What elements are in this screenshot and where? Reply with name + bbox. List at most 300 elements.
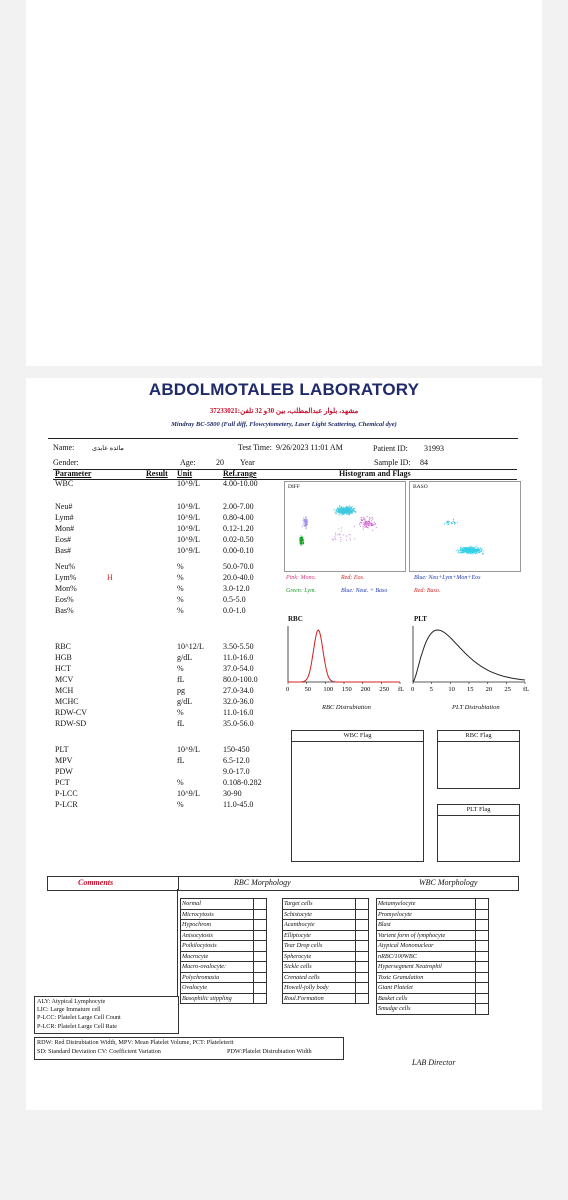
monocyte-dot — [367, 516, 368, 517]
ref-range: 80.0-100.0 — [223, 675, 258, 684]
monocyte-dot — [372, 525, 373, 526]
param-name: PCT — [55, 778, 70, 787]
neutrophil-dot — [350, 511, 351, 512]
baso-dot — [453, 519, 454, 520]
neutrophil-dot — [341, 514, 342, 515]
baso-dot — [478, 549, 479, 550]
morph-checkbox[interactable] — [254, 941, 267, 952]
plt-dist-caption: PLT Distrubiation — [452, 704, 500, 711]
neutrophil-dot — [352, 510, 353, 511]
baso-dot — [458, 551, 459, 552]
baso-dot — [479, 551, 480, 552]
lymphocyte-dot — [301, 539, 302, 540]
wbc-flag-title: WBC Flag — [292, 731, 423, 742]
baso-dot — [452, 523, 453, 524]
param-name: RDW-SD — [55, 719, 87, 728]
col-result: Result — [146, 469, 168, 478]
monocyte-dot — [373, 524, 374, 525]
neutrophil-dot — [350, 509, 351, 510]
monocyte-dot — [364, 525, 365, 526]
lymphocyte-dot — [301, 541, 302, 542]
morph-checkbox[interactable] — [254, 951, 267, 962]
hist-tick-label: 25 — [504, 686, 511, 693]
neutrophil-dot — [355, 512, 356, 513]
monocyte-dot — [365, 521, 366, 522]
baso-dot — [444, 524, 445, 525]
baso-dot — [482, 553, 483, 554]
unit-cell: 10^9/L — [177, 546, 200, 555]
neutrophil-dot — [338, 510, 339, 511]
neutrophil-dot — [341, 506, 342, 507]
morph-checkbox[interactable] — [476, 983, 489, 994]
morph-label: Target cells — [283, 899, 356, 910]
morph-row — [283, 920, 369, 931]
param-name: MCH — [55, 686, 74, 695]
neutrophil-dot — [345, 507, 346, 508]
baso-dot — [462, 550, 463, 551]
monocyte-dot — [361, 517, 362, 518]
col-ref-range: Ref.range — [223, 469, 257, 478]
scatter-dot — [332, 539, 333, 540]
ref-range: 0.12-1.20 — [223, 524, 254, 533]
baso-dot — [475, 552, 476, 553]
abbreviation-line: P-LCR: Platelet Large Cell Rate — [37, 1022, 117, 1030]
monocyte-dot — [364, 524, 365, 525]
morph-checkbox[interactable] — [476, 951, 489, 962]
neutrophil-dot — [352, 512, 353, 513]
morph-row — [283, 962, 369, 973]
scatter-dot — [340, 537, 341, 538]
neutrophil-dot — [344, 508, 345, 509]
baso-scatter-plot — [409, 481, 521, 572]
morph-checkbox[interactable] — [476, 930, 489, 941]
morph-row — [283, 899, 369, 910]
scatter-dot — [346, 536, 347, 537]
lymphocyte-dot — [305, 517, 306, 518]
baso-dot — [483, 554, 484, 555]
neutrophil-dot — [339, 514, 340, 515]
param-name: Eos% — [55, 595, 74, 604]
baso-dot — [481, 549, 482, 550]
param-name: P-LCR — [55, 800, 78, 809]
neutrophil-dot — [341, 510, 342, 511]
hist-tick-label: fL — [398, 686, 405, 693]
lymphocyte-dot — [306, 520, 307, 521]
monocyte-dot — [361, 522, 362, 523]
lab-report-page — [26, 378, 542, 1110]
baso-dot — [475, 550, 476, 551]
unit-cell: 10^9/L — [177, 479, 200, 488]
table-header-top-rule — [53, 469, 517, 470]
morph-label: Atypical Mononuclear — [377, 941, 476, 952]
lymphocyte-dot — [301, 536, 302, 537]
neutrophil-dot — [349, 506, 350, 507]
abbreviation-line: P-LCC: Platelet Large Cell Count — [37, 1014, 121, 1022]
baso-dot — [448, 524, 449, 525]
neutrophil-dot — [342, 509, 343, 510]
ref-range: 35.0-56.0 — [223, 719, 254, 728]
morph-row — [377, 1004, 489, 1015]
ref-range: 30-90 — [223, 789, 242, 798]
monocyte-dot — [364, 527, 365, 528]
param-name: HCT — [55, 664, 71, 673]
neutrophil-dot — [337, 508, 338, 509]
neutrophil-dot — [340, 508, 341, 509]
neutrophil-dot — [341, 509, 342, 510]
monocyte-dot — [369, 522, 370, 523]
neutrophil-dot — [343, 509, 344, 510]
unit-cell: % — [177, 584, 184, 593]
lymphocyte-dot — [302, 526, 303, 527]
ref-range: 0.5-5.0 — [223, 595, 246, 604]
morph-label: Ovalocyte — [181, 983, 254, 994]
baso-dot — [466, 549, 467, 550]
monocyte-dot — [375, 524, 376, 525]
patient-id-label: Patient ID: — [373, 444, 408, 453]
abbr-line-2: SD: Standard Deviation CV: Coefficient Variation — [37, 1048, 161, 1055]
morph-checkbox[interactable] — [476, 993, 489, 1004]
morph-checkbox[interactable] — [476, 972, 489, 983]
morph-checkbox[interactable] — [254, 972, 267, 983]
monocyte-dot — [359, 524, 360, 525]
morph-checkbox[interactable] — [254, 983, 267, 994]
morph-checkbox[interactable] — [356, 941, 369, 952]
neutrophil-dot — [354, 508, 355, 509]
morph-label: Hypersegment Neutrophil — [377, 962, 476, 973]
morph-checkbox[interactable] — [356, 962, 369, 973]
baso-dot — [473, 552, 474, 553]
morph-row — [377, 909, 489, 920]
baso-dot — [458, 552, 459, 553]
morph-checkbox[interactable] — [254, 920, 267, 931]
neutrophil-dot — [351, 510, 352, 511]
morphology-header — [47, 876, 519, 891]
baso-dot — [476, 553, 477, 554]
abbreviation-footer — [34, 1037, 344, 1060]
baso-dot — [469, 547, 470, 548]
morph-label: Normal — [181, 899, 254, 910]
baso-dot — [471, 547, 472, 548]
morph-checkbox[interactable] — [476, 941, 489, 952]
baso-dot — [478, 547, 479, 548]
baso-dot — [454, 522, 455, 523]
unit-cell: % — [177, 573, 184, 582]
morph-checkbox[interactable] — [476, 1004, 489, 1015]
baso-dot — [461, 546, 462, 547]
monocyte-dot — [359, 523, 360, 524]
ref-range: 0.02-0.50 — [223, 535, 254, 544]
neutrophil-dot — [336, 511, 337, 512]
lymphocyte-dot — [306, 527, 307, 528]
param-name: PDW — [55, 767, 73, 776]
morph-checkbox[interactable] — [356, 909, 369, 920]
ref-range: 6.5-12.0 — [223, 756, 250, 765]
baso-dot — [471, 551, 472, 552]
baso-dot — [474, 547, 475, 548]
neutrophil-dot — [354, 511, 355, 512]
morph-checkbox[interactable] — [356, 930, 369, 941]
unit-cell: g/dL — [177, 653, 193, 662]
neutrophil-dot — [341, 507, 342, 508]
legend-red-baso: Red: Baso. — [414, 588, 441, 594]
morph-row — [377, 983, 489, 994]
lymphocyte-dot — [304, 521, 305, 522]
neutrophil-dot — [340, 510, 341, 511]
scatter-dot — [350, 539, 351, 540]
morph-checkbox[interactable] — [476, 920, 489, 931]
blank-page-top — [26, 0, 542, 366]
lymphocyte-dot — [302, 537, 303, 538]
col-parameter: Parameter — [55, 469, 92, 478]
unit-cell: 10^9/L — [177, 535, 200, 544]
unit-cell: % — [177, 708, 184, 717]
monocyte-dot — [372, 519, 373, 520]
monocyte-dot — [369, 525, 370, 526]
lymphocyte-dot — [306, 518, 307, 519]
baso-dot — [476, 549, 477, 550]
lymphocyte-dot — [299, 538, 300, 539]
diff-scatter-canvas — [285, 482, 405, 571]
neutrophil-dot — [334, 509, 335, 510]
morph-checkbox[interactable] — [356, 993, 369, 1004]
lymphocyte-dot — [304, 523, 305, 524]
neutrophil-dot — [355, 511, 356, 512]
ref-range: 11.0-45.0 — [223, 800, 254, 809]
morph-row — [181, 920, 267, 931]
sample-id-label: Sample ID: — [374, 458, 411, 467]
name-label: Name: — [53, 443, 75, 452]
neutrophil-dot — [347, 511, 348, 512]
baso-dot — [471, 548, 472, 549]
param-name: MCHC — [55, 697, 79, 706]
baso-dot — [468, 547, 469, 548]
rbc-flag-title: RBC Flag — [438, 731, 519, 742]
baso-dot — [451, 522, 452, 523]
monocyte-dot — [372, 530, 373, 531]
morph-row — [283, 930, 369, 941]
ref-range: 20.0-40.0 — [223, 573, 254, 582]
morph-checkbox[interactable] — [254, 993, 267, 1004]
hist-tick-label: 10 — [448, 686, 455, 693]
plt-flag-box — [437, 804, 520, 862]
morph-checkbox[interactable] — [254, 930, 267, 941]
param-name: Bas# — [55, 546, 71, 555]
monocyte-dot — [369, 519, 370, 520]
legend-green-lym: Green: Lym. — [286, 588, 316, 594]
test-time-value: 9/26/2023 11:01 AM — [276, 443, 343, 452]
baso-dot — [464, 551, 465, 552]
monocyte-dot — [376, 527, 377, 528]
scatter-dot — [334, 536, 335, 537]
morph-label: Tear Drop cells — [283, 941, 356, 952]
lymphocyte-dot — [306, 526, 307, 527]
lymphocyte-dot — [300, 539, 301, 540]
morph-col-rbc-2 — [282, 898, 369, 1004]
morph-row — [283, 909, 369, 920]
morph-checkbox[interactable] — [356, 920, 369, 931]
morph-row — [377, 972, 489, 983]
morph-label: Roul.Formation — [283, 993, 356, 1004]
neutrophil-dot — [342, 510, 343, 511]
morph-label: Macrocyte — [181, 951, 254, 962]
neutrophil-dot — [352, 511, 353, 512]
baso-dot — [475, 553, 476, 554]
hist-tick-label: 15 — [467, 686, 474, 693]
morph-label: Sickle cells — [283, 962, 356, 973]
baso-dot — [464, 549, 465, 550]
hist-curve — [288, 630, 400, 682]
monocyte-dot — [361, 519, 362, 520]
param-name: RBC — [55, 642, 72, 651]
baso-dot — [472, 552, 473, 553]
morph-checkbox[interactable] — [476, 962, 489, 973]
lymphocyte-dot — [303, 541, 304, 542]
morph-row — [377, 993, 489, 1004]
monocyte-dot — [372, 517, 373, 518]
monocyte-dot — [366, 526, 367, 527]
lymphocyte-dot — [301, 544, 302, 545]
baso-dot — [471, 552, 472, 553]
lymphocyte-dot — [304, 525, 305, 526]
morph-label: Hypochrom — [181, 920, 254, 931]
ref-range: 0.80-4.00 — [223, 513, 254, 522]
unit-cell: % — [177, 664, 184, 673]
baso-dot — [467, 549, 468, 550]
monocyte-dot — [371, 523, 372, 524]
ref-range: 9.0-17.0 — [223, 767, 250, 776]
scatter-dot — [335, 534, 336, 535]
rbc-histogram — [284, 622, 414, 697]
unit-cell: % — [177, 800, 184, 809]
baso-dot — [460, 547, 461, 548]
test-time-label: Test Time: — [238, 443, 272, 452]
morph-row — [181, 941, 267, 952]
neutrophil-dot — [344, 509, 345, 510]
scatter-dot — [335, 539, 336, 540]
morph-col-wbc — [376, 898, 489, 1015]
param-name: P-LCC — [55, 789, 78, 798]
baso-dot — [468, 548, 469, 549]
scatter-dot — [333, 540, 334, 541]
hist-curve — [413, 630, 525, 682]
ref-range: 0.00-0.10 — [223, 546, 254, 555]
morph-checkbox[interactable] — [356, 983, 369, 994]
scatter-dot — [350, 535, 351, 536]
param-name: Lym% — [55, 573, 77, 582]
baso-dot — [456, 550, 457, 551]
baso-dot — [457, 549, 458, 550]
morph-label: Polychromasia — [181, 972, 254, 983]
morph-checkbox[interactable] — [254, 962, 267, 973]
unit-cell: fL — [177, 756, 185, 765]
param-name: HGB — [55, 653, 72, 662]
lymphocyte-dot — [303, 543, 304, 544]
baso-dot — [455, 523, 456, 524]
baso-dot — [459, 552, 460, 553]
baso-dot — [473, 550, 474, 551]
morph-label: Microcytosis — [181, 909, 254, 920]
lab-address: مشهد، بلوار عبدالمطلب، بين 30و 32 تلفن:37233021 — [209, 407, 359, 415]
neutrophil-dot — [346, 511, 347, 512]
baso-dot — [458, 550, 459, 551]
monocyte-dot — [369, 517, 370, 518]
neutrophil-dot — [347, 510, 348, 511]
ref-range: 11.0-16.0 — [223, 708, 254, 717]
ref-range: 3.0-12.0 — [223, 584, 250, 593]
hist-tick-label: 5 — [429, 686, 433, 693]
morph-checkbox[interactable] — [356, 972, 369, 983]
unit-cell: % — [177, 606, 184, 615]
scatter-dot — [341, 531, 342, 532]
morph-checkbox[interactable] — [254, 899, 267, 910]
morph-row — [181, 930, 267, 941]
diff-scatter-label: DIFF — [288, 484, 300, 490]
morph-checkbox[interactable] — [476, 909, 489, 920]
header-divider — [48, 438, 518, 439]
param-name: Mon% — [55, 584, 77, 593]
diff-scatter-plot — [284, 481, 406, 572]
param-name: Neu# — [55, 502, 73, 511]
lymphocyte-dot — [305, 528, 306, 529]
baso-dot — [457, 522, 458, 523]
monocyte-dot — [375, 523, 376, 524]
rbc-morphology-title: RBC Morphology — [234, 878, 291, 887]
morph-checkbox[interactable] — [254, 909, 267, 920]
morph-label: Acanthocyte — [283, 920, 356, 931]
baso-dot — [472, 549, 473, 550]
monocyte-dot — [364, 518, 365, 519]
param-name: WBC — [55, 479, 74, 488]
lymphocyte-dot — [301, 537, 302, 538]
baso-dot — [447, 521, 448, 522]
baso-dot — [462, 548, 463, 549]
morph-label: Schistocyte — [283, 909, 356, 920]
unit-cell: pg — [177, 686, 185, 695]
abbr-line-1: RDW: Red Distrubiation Width, MPV: Mean Platelet Volume, PCT: Plateleterit — [37, 1039, 234, 1046]
monocyte-dot — [372, 523, 373, 524]
monocyte-dot — [366, 525, 367, 526]
neutrophil-dot — [353, 508, 354, 509]
baso-dot — [446, 523, 447, 524]
hist-tick-label: 100 — [323, 686, 334, 693]
morph-checkbox[interactable] — [476, 899, 489, 910]
param-name: Neu% — [55, 562, 75, 571]
lymphocyte-dot — [303, 518, 304, 519]
baso-dot — [470, 548, 471, 549]
monocyte-dot — [371, 525, 372, 526]
baso-dot — [472, 553, 473, 554]
baso-dot — [462, 551, 463, 552]
neutrophil-dot — [350, 513, 351, 514]
morphology-left-rule — [177, 889, 178, 996]
lymphocyte-dot — [302, 538, 303, 539]
ref-range: 0.108-0.282 — [223, 778, 262, 787]
baso-dot — [460, 550, 461, 551]
unit-cell: 10^9/L — [177, 513, 200, 522]
monocyte-dot — [371, 520, 372, 521]
baso-scatter-canvas — [410, 482, 520, 571]
unit-cell: % — [177, 562, 184, 571]
morph-label: Giant Platelet — [377, 983, 476, 994]
age-unit: Year — [240, 458, 255, 467]
baso-dot — [474, 551, 475, 552]
morph-label: nRBC/100WBC — [377, 951, 476, 962]
morph-checkbox[interactable] — [356, 951, 369, 962]
scatter-dot — [346, 540, 347, 541]
ref-range: 50.0-70.0 — [223, 562, 254, 571]
morph-label: Elliptocyte — [283, 930, 356, 941]
morph-checkbox[interactable] — [356, 899, 369, 910]
